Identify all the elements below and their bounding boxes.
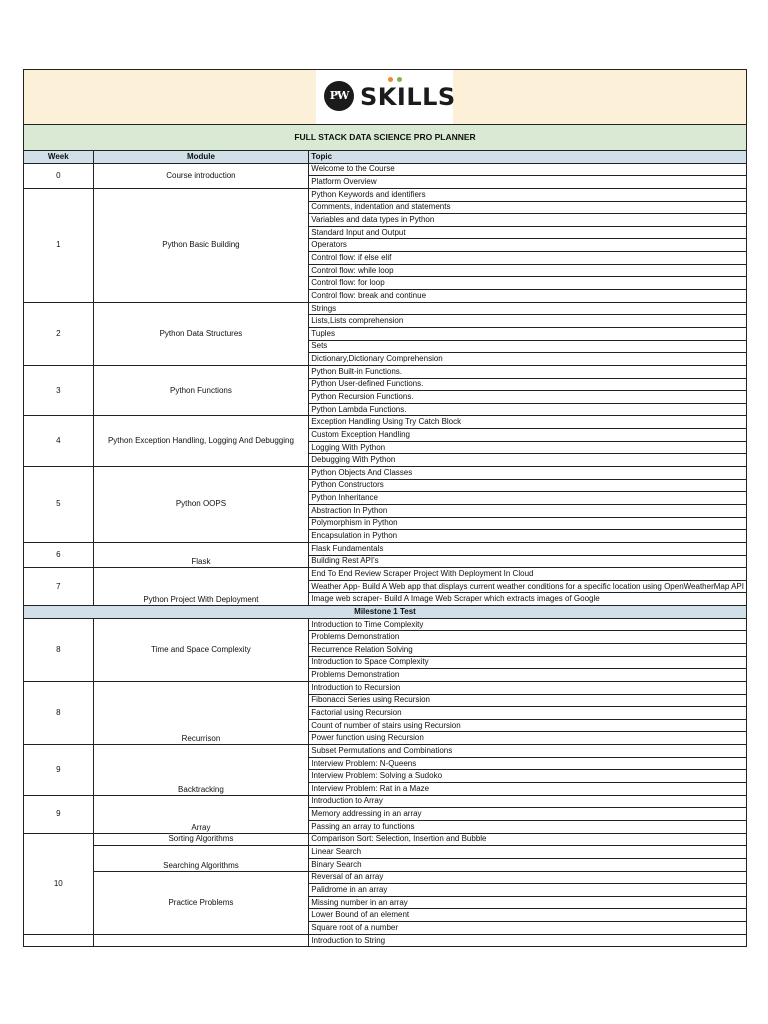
topic-cell: Square root of a number xyxy=(309,922,747,935)
module-cell: Practice Problems xyxy=(93,871,309,934)
topic-cell: Fibonacci Series using Recursion xyxy=(309,694,747,707)
topic-cell: Missing number in an array xyxy=(309,896,747,909)
week-cell: 9 xyxy=(24,745,94,796)
topic-cell: Introduction to Array xyxy=(309,795,747,808)
topic-cell: End To End Review Scraper Project With Deployment In Cloud xyxy=(309,568,747,581)
topic-cell: Introduction to Time Complexity xyxy=(309,618,747,631)
milestone-row xyxy=(24,606,747,619)
topic-cell: Interview Problem: N-Queens xyxy=(309,757,747,770)
topic-cell: Comments, indentation and statements xyxy=(309,201,747,214)
topic-cell: Interview Problem: Rat in a Maze xyxy=(309,783,747,796)
week-cell: 3 xyxy=(24,365,94,416)
table-row xyxy=(24,846,747,859)
topic-cell: Platform Overview xyxy=(309,176,747,189)
pw-logo-mark: PW xyxy=(324,81,354,111)
topic-cell: Introduction to Space Complexity xyxy=(309,656,747,669)
table-row xyxy=(24,163,747,176)
week-cell: 9 xyxy=(24,795,94,833)
topic-cell: Strings xyxy=(309,302,747,315)
pw-skills-logo xyxy=(316,70,456,124)
table-row xyxy=(24,302,747,315)
week-cell: 2 xyxy=(24,302,94,365)
module-cell: Python Functions xyxy=(93,365,309,416)
header-module: Module xyxy=(93,151,309,164)
topic-cell: Lower Bound of an element xyxy=(309,909,747,922)
topic-cell: Factorial using Recursion xyxy=(309,707,747,720)
topic-cell: Polymorphism in Python xyxy=(309,517,747,530)
module-cell: Backtracking xyxy=(93,745,309,796)
table-row xyxy=(24,568,747,581)
table-row xyxy=(24,416,747,429)
topic-cell: Control flow: while loop xyxy=(309,264,747,277)
topic-cell: Python Objects And Classes xyxy=(309,467,747,480)
topic-cell: Control flow: if else elif xyxy=(309,252,747,265)
module-cell: Python Data Structures xyxy=(93,302,309,365)
module-cell: Python OOPS xyxy=(93,467,309,543)
week-cell: 8 xyxy=(24,681,94,744)
module-cell: Sorting Algorithms xyxy=(93,833,309,846)
topic-cell: Problems Demonstration xyxy=(309,669,747,682)
topic-cell: Interview Problem: Solving a Sudoko xyxy=(309,770,747,783)
week-cell: 4 xyxy=(24,416,94,467)
planner-sheet xyxy=(23,69,747,950)
topic-cell: Operators xyxy=(309,239,747,252)
table-row xyxy=(24,188,747,201)
topic-cell: Recurrence Relation Solving xyxy=(309,643,747,656)
topic-cell: Exception Handling Using Try Catch Block xyxy=(309,416,747,429)
module-cell: Searching Algorithms xyxy=(93,846,309,871)
topic-cell: Image web scraper- Build A Image Web Scraper which extracts images of Google xyxy=(309,593,747,606)
planner-table xyxy=(23,150,747,947)
topic-cell: Python User-defined Functions. xyxy=(309,378,747,391)
module-cell: Time and Space Complexity xyxy=(93,618,309,681)
module-cell: Flask xyxy=(93,542,309,567)
planner-table-wrap xyxy=(23,150,747,947)
topic-cell: Standard Input and Output xyxy=(309,226,747,239)
topic-cell: Comparison Sort: Selection, Insertion and Bubble xyxy=(309,833,747,846)
topic-cell: Introduction to String xyxy=(309,934,747,947)
topic-cell: Dictionary,Dictionary Comprehension xyxy=(309,353,747,366)
topic-cell: Welcome to the Course xyxy=(309,163,747,176)
module-cell: Course introduction xyxy=(93,163,309,188)
header-row xyxy=(24,151,747,164)
table-row xyxy=(24,745,747,758)
topic-cell: Linear Search xyxy=(309,846,747,859)
topic-cell: Python Inheritance xyxy=(309,492,747,505)
topic-cell: Abstraction In Python xyxy=(309,504,747,517)
topic-cell: Python Keywords and identifiers xyxy=(309,188,747,201)
topic-cell: Weather App- Build A Web app that displays current weather conditions for a specific location using OpenWeatherMap API xyxy=(309,580,747,593)
module-cell: Recurrison xyxy=(93,681,309,744)
topic-cell: Power function using Recursion xyxy=(309,732,747,745)
topic-cell: Encapsulation in Python xyxy=(309,530,747,543)
table-row xyxy=(24,833,747,846)
topic-cell: Sets xyxy=(309,340,747,353)
topic-cell: Count of number of stairs using Recursion xyxy=(309,719,747,732)
topic-cell: Python Lambda Functions. xyxy=(309,403,747,416)
module-cell: Array xyxy=(93,795,309,833)
header-topic: Topic xyxy=(309,151,747,164)
table-row xyxy=(24,467,747,480)
topic-cell: Control flow: for loop xyxy=(309,277,747,290)
topic-cell: Debugging With Python xyxy=(309,454,747,467)
topic-cell: Tuples xyxy=(309,327,747,340)
topic-cell: Variables and data types in Python xyxy=(309,214,747,227)
week-cell: 0 xyxy=(24,163,94,188)
module-cell: Python Basic Building xyxy=(93,188,309,302)
topic-cell: Reversal of an array xyxy=(309,871,747,884)
table-row xyxy=(24,795,747,808)
logo-wordmark: SKILLS xyxy=(360,83,456,111)
topic-cell: Binary Search xyxy=(309,858,747,871)
milestone-label: Milestone 1 Test xyxy=(24,606,747,619)
topic-cell: Python Built-in Functions. xyxy=(309,365,747,378)
module-cell: Python Exception Handling, Logging And Debugging xyxy=(93,416,309,467)
week-cell: 5 xyxy=(24,467,94,543)
module-cell: Python Project With Deployment xyxy=(93,568,309,606)
topic-cell: Palidrome in an array xyxy=(309,884,747,897)
topic-cell: Python Recursion Functions. xyxy=(309,391,747,404)
topic-cell: Memory addressing in an array xyxy=(309,808,747,821)
week-cell: 8 xyxy=(24,618,94,681)
table-row xyxy=(24,618,747,631)
topic-cell: Custom Exception Handling xyxy=(309,429,747,442)
topic-cell: Building Rest API's xyxy=(309,555,747,568)
module-cell xyxy=(93,934,309,947)
table-row xyxy=(24,365,747,378)
logo-banner xyxy=(23,70,747,124)
topic-cell: Problems Demonstration xyxy=(309,631,747,644)
header-week: Week xyxy=(24,151,94,164)
planner-body xyxy=(24,163,747,947)
topic-cell: Subset Permutations and Combinations xyxy=(309,745,747,758)
topic-cell: Control flow: break and continue xyxy=(309,290,747,303)
topic-cell: Logging With Python xyxy=(309,441,747,454)
table-row xyxy=(24,542,747,555)
planner-title: FULL STACK DATA SCIENCE PRO PLANNER xyxy=(23,124,747,150)
week-cell: 6 xyxy=(24,542,94,567)
week-cell: 1 xyxy=(24,188,94,302)
topic-cell: Python Constructors xyxy=(309,479,747,492)
table-row xyxy=(24,934,747,947)
week-cell: 10 xyxy=(24,833,94,934)
week-cell xyxy=(24,934,94,947)
table-row xyxy=(24,871,747,884)
table-row xyxy=(24,681,747,694)
topic-cell: Lists,Lists comprehension xyxy=(309,315,747,328)
topic-cell: Passing an array to functions xyxy=(309,820,747,833)
topic-cell: Introduction to Recursion xyxy=(309,681,747,694)
week-cell: 7 xyxy=(24,568,94,606)
topic-cell: Flask Fundamentals xyxy=(309,542,747,555)
